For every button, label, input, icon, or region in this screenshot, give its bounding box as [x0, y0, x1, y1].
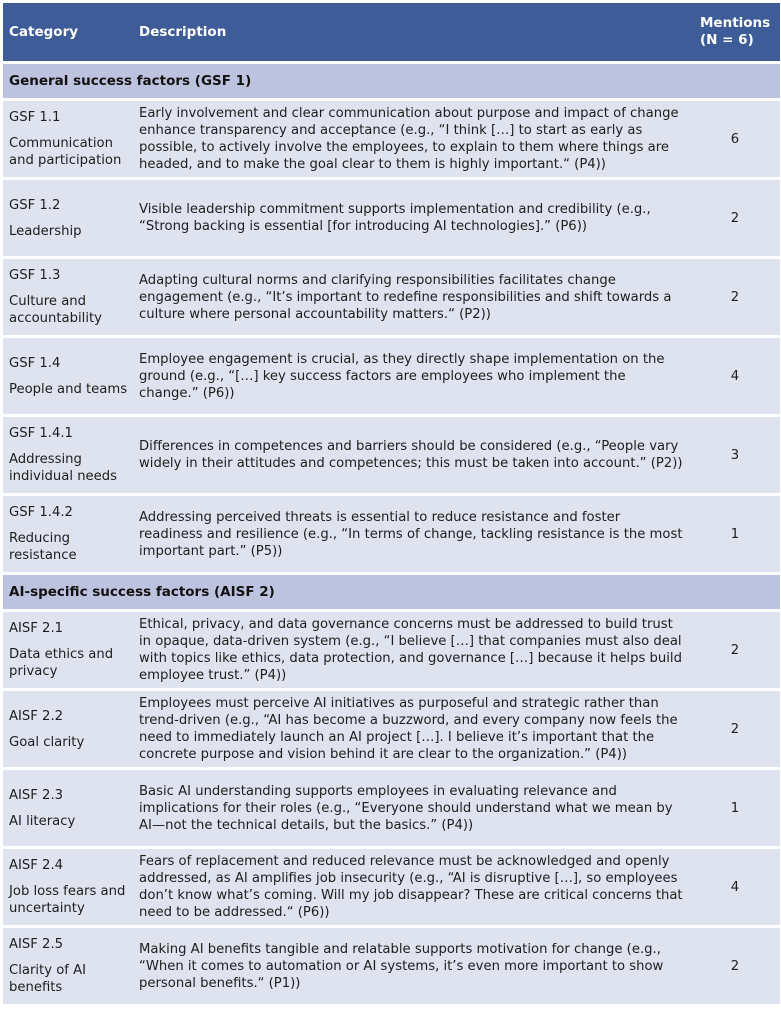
description-cell: Addressing perceived threats is essential to reduce resistance and foster readiness and resilience (e.g., “In terms of change, tackling resistance is the most important part.” (P5))	[133, 496, 690, 572]
table-row	[3, 101, 780, 177]
factor-id: AISF 2.3	[9, 787, 64, 803]
description-cell: Early involvement and clear communication about purpose and impact of change enhance transparency and acceptance (e.g., “I think […] to start as early as possible, to actively involve the employees, to explain to them where things are headed, and to make the goal clear to them is highly important.“ (P4))	[133, 101, 690, 177]
category-cell	[3, 849, 133, 925]
table-row	[3, 259, 780, 335]
header-description: Description	[133, 3, 690, 61]
description-cell: Employee engagement is crucial, as they directly shape implementation on the ground (e.g., “[…] key success factors are employees who implement the change.” (P6))	[133, 338, 690, 414]
table-row	[3, 338, 780, 414]
table-row	[3, 928, 780, 1004]
factor-name: Addressing individual needs	[9, 452, 118, 484]
description-cell: Adapting cultural norms and clarifying responsibilities facilitates change engagement (e.g., “It’s important to redefine responsibilities and shift towards a culture where personal accountability matters.“ (P2))	[133, 259, 690, 335]
description-cell: Employees must perceive AI initiatives as purposeful and strategic rather than trend-driven (e.g., “AI has become a buzzword, and every company now feels the need to immediately launch an AI project […]. I believe it’s important that the concrete purpose and vision behind it are clear to the organization.” (P4))	[133, 691, 690, 767]
section-header-gsf	[3, 64, 780, 98]
mentions-cell: 3	[690, 417, 780, 493]
factor-name: Data ethics and privacy	[9, 647, 114, 679]
mentions-cell: 2	[690, 259, 780, 335]
factor-name: Job loss fears and uncertainty	[9, 884, 126, 916]
factor-name: Clarity of AI benefits	[9, 963, 87, 995]
factor-name: Goal clarity	[9, 734, 85, 750]
factor-name: Communication and participation	[9, 136, 122, 168]
mentions-cell: 4	[690, 849, 780, 925]
success-factors-table	[3, 0, 780, 1007]
table-row	[3, 849, 780, 925]
table-row	[3, 691, 780, 767]
factor-id: GSF 1.4.1	[9, 426, 73, 441]
header-mentions-label: Mentions	[700, 15, 771, 31]
header-category: Category	[3, 3, 133, 61]
description-cell: Basic AI understanding supports employees in evaluating relevance and implications for their roles (e.g., “Everyone should understand what we mean by AI—not the technical details, but the basics.” (P4))	[133, 770, 690, 846]
section-title: AI-specific success factors (AISF 2)	[3, 575, 780, 609]
factor-id: GSF 1.4	[9, 355, 61, 371]
mentions-cell: 2	[690, 928, 780, 1004]
mentions-cell: 1	[690, 770, 780, 846]
category-cell	[3, 496, 133, 572]
header-mentions	[690, 3, 780, 61]
factor-id: AISF 2.4	[9, 858, 64, 873]
description-cell: Visible leadership commitment supports implementation and credibility (e.g., “Strong backing is essential [for introducing AI technologies].” (P6))	[133, 180, 690, 256]
description-cell: Ethical, privacy, and data governance concerns must be addressed to build trust in opaque, data-driven system (e.g., “I believe […] that companies must also deal with topics like ethics, data protection, and governance […] because it helps build employee trust.” (P4))	[133, 612, 690, 688]
category-cell	[3, 691, 133, 767]
header-mentions-n: (N = 6)	[700, 32, 754, 48]
factor-id: AISF 2.1	[9, 621, 64, 636]
mentions-cell: 6	[690, 101, 780, 177]
mentions-cell: 2	[690, 612, 780, 688]
category-cell	[3, 180, 133, 256]
table-header-row	[3, 3, 780, 61]
category-cell	[3, 417, 133, 493]
category-cell	[3, 612, 133, 688]
description-cell: Differences in competences and barriers should be considered (e.g., “People vary widely in their attitudes and competences; this must be taken into account.” (P2))	[133, 417, 690, 493]
factor-id: GSF 1.3	[9, 268, 61, 283]
section-header-aisf	[3, 575, 780, 609]
factor-name: People and teams	[9, 381, 128, 397]
factor-id: GSF 1.4.2	[9, 505, 73, 520]
table-row	[3, 417, 780, 493]
factor-id: GSF 1.1	[9, 110, 61, 125]
table-row	[3, 770, 780, 846]
description-cell: Fears of replacement and reduced relevance must be acknowledged and openly addressed, as AI amplifies job insecurity (e.g., “AI is disruptive […], so employees don’t know what’s coming. Will my job disappear? These are critical concerns that need to be addressed.“ (P6))	[133, 849, 690, 925]
table-row	[3, 612, 780, 688]
factor-id: AISF 2.2	[9, 708, 64, 724]
category-cell	[3, 770, 133, 846]
factor-name: Leadership	[9, 223, 82, 239]
category-cell	[3, 928, 133, 1004]
section-title: General success factors (GSF 1)	[3, 64, 780, 98]
category-cell	[3, 101, 133, 177]
mentions-cell: 2	[690, 180, 780, 256]
table-row	[3, 496, 780, 572]
mentions-cell: 4	[690, 338, 780, 414]
category-cell	[3, 259, 133, 335]
factor-name: Culture and accountability	[9, 294, 102, 326]
category-cell	[3, 338, 133, 414]
factor-id: GSF 1.2	[9, 197, 61, 213]
mentions-cell: 1	[690, 496, 780, 572]
factor-name: Reducing resistance	[9, 531, 77, 563]
factor-name: AI literacy	[9, 813, 76, 829]
table-row	[3, 180, 780, 256]
description-cell: Making AI benefits tangible and relatable supports motivation for change (e.g., “When it comes to automation or AI systems, it’s even more important to show personal benefits.“ (P1))	[133, 928, 690, 1004]
factor-id: AISF 2.5	[9, 937, 64, 952]
mentions-cell: 2	[690, 691, 780, 767]
